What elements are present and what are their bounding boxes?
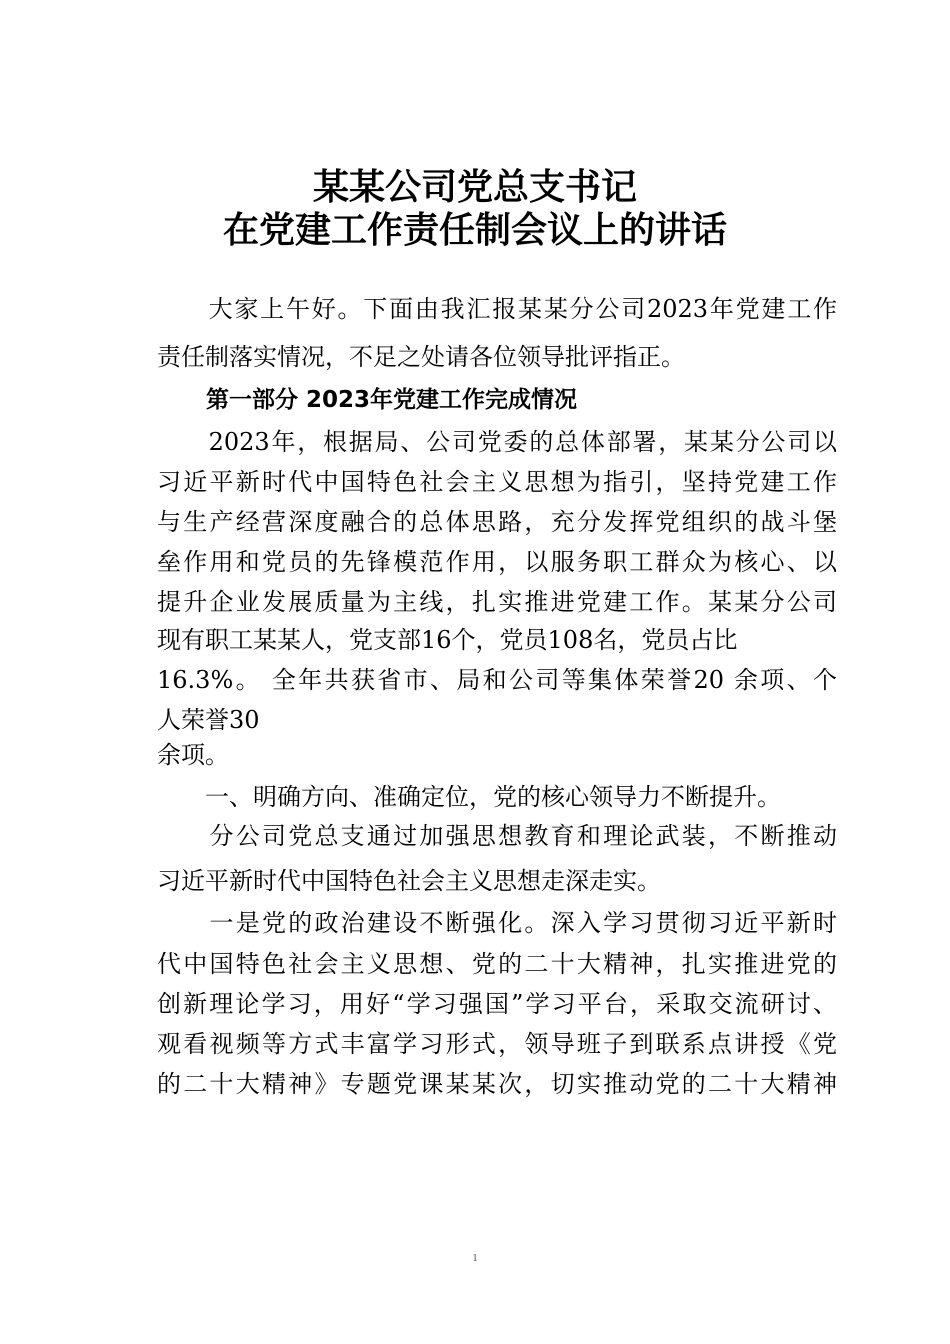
- section-heading: 第一部分 2023年党建工作完成情况: [206, 387, 578, 413]
- document-title-line-2: 在党建工作责任制会议上的讲话: [222, 209, 727, 251]
- subsection-heading: 一、明确方向、准确定位，党的核心领导力不断提升。: [157, 783, 781, 811]
- paragraph-line: 现有职工某某人，党支部16个，党员108名，党员占比: [157, 626, 738, 654]
- paragraph-line: 的二十大精神》专题党课某某次，切实推动党的二十大精神: [157, 1070, 837, 1098]
- paragraph-line: 16.3%。 全年共获省市、局和公司等集体荣誉20 余项、个: [157, 666, 837, 694]
- paragraph-line: 习近平新时代中国特色社会主义思想走深走实。: [157, 867, 661, 895]
- paragraph-line: 提升企业发展质量为主线，扎实推进党建工作。某某分公司: [157, 588, 837, 616]
- paragraph-line: 责任制落实情况，不足之处请各位领导批评指正。: [157, 343, 685, 371]
- paragraph-line: 人荣誉30: [157, 706, 260, 734]
- paragraph-line: 垒作用和党员的先锋模范作用，以服务职工群众为核心、以: [157, 548, 837, 576]
- paragraph-line: 观看视频等方式丰富学习形式，领导班子到联系点讲授《党: [157, 1030, 837, 1058]
- paragraph-line: 大家上午好。下面由我汇报某某分公司2023年党建工作: [157, 295, 837, 323]
- paragraph-line: 与生产经营深度融合的总体思路，充分发挥党组织的战斗堡: [157, 508, 837, 536]
- paragraph-line: 2023年，根据局、公司党委的总体部署，某某分公司以: [157, 428, 837, 456]
- paragraph-line: 习近平新时代中国特色社会主义思想为指引，坚持党建工作: [157, 468, 837, 496]
- paragraph-line: 分公司党总支通过加强思想教育和理论武装，不断推动: [157, 822, 837, 850]
- page-number: 1: [472, 1252, 478, 1264]
- paragraph-line: 创新理论学习，用好“学习强国”学习平台，采取交流研讨、: [157, 990, 837, 1018]
- paragraph-line: 一是党的政治建设不断强化。深入学习贯彻习近平新时: [157, 909, 837, 937]
- paragraph-line: 余项。: [157, 741, 229, 769]
- paragraph-line: 代中国特色社会主义思想、党的二十大精神，扎实推进党的: [157, 950, 837, 978]
- document-title-line-1: 某某公司党总支书记: [312, 166, 637, 208]
